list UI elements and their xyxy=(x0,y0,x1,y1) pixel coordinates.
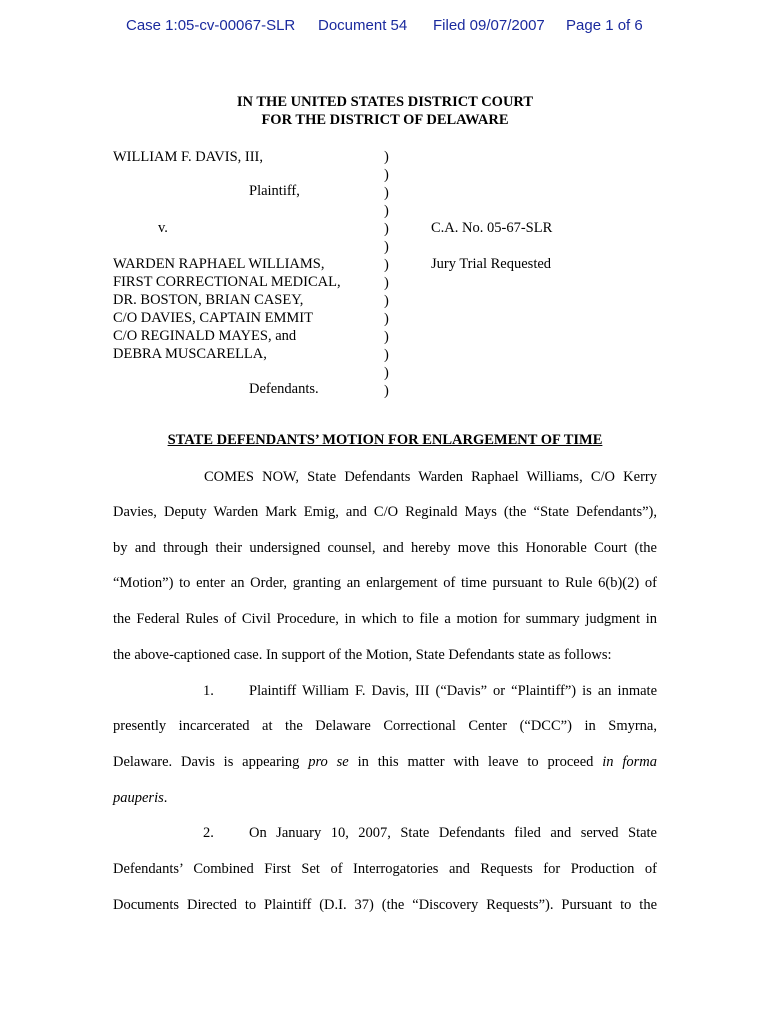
paragraph-1-line: Delaware. Davis is appearing pro se in this matter with leave to proceed in forma xyxy=(113,754,658,770)
filed-date-header: Filed 09/07/2007 xyxy=(433,17,545,34)
paragraph-number: 2. xyxy=(203,825,214,841)
jury-trial-requested: Jury Trial Requested xyxy=(431,256,552,272)
caption-parentheses: ) ) ) ) ) ) ) ) ) ) ) ) ) ) xyxy=(384,149,389,399)
intro-line: Davies, Deputy Warden Mark Emig, and C/O Reginald Mays (the “State Defendants”), xyxy=(113,504,657,520)
paragraph-1-line: Plaintiff William F. Davis, III (“Davis” or “Plaintiff”) is an inmate xyxy=(249,683,657,699)
page-number-header: Page 1 of 6 xyxy=(566,17,643,34)
paragraph-1-line: pauperis. xyxy=(113,790,168,806)
document-number-header: Document 54 xyxy=(318,17,408,34)
intro-line: the above-captioned case. In support of the Motion, State Defendants state as follows: xyxy=(113,647,612,663)
motion-title: STATE DEFENDANTS’ MOTION FOR ENLARGEMENT OF TIME xyxy=(167,432,603,448)
defendant-line: C/O DAVIES, CAPTAIN EMMIT xyxy=(113,310,313,326)
paragraph-2-line: On January 10, 2007, State Defendants filed and served State xyxy=(249,825,657,841)
case-number: C.A. No. 05-67-SLR xyxy=(431,220,553,236)
court-heading xyxy=(0,94,770,129)
paragraph-number: 1. xyxy=(203,683,214,699)
defendant-line: C/O REGINALD MAYES, and xyxy=(113,328,297,344)
defendants-role: Defendants. xyxy=(249,381,319,397)
intro-line: COMES NOW, State Defendants Warden Raphael Williams, C/O Kerry xyxy=(204,469,657,485)
defendant-line: WARDEN RAPHAEL WILLIAMS, xyxy=(113,256,325,272)
defendant-line: FIRST CORRECTIONAL MEDICAL, xyxy=(113,274,341,290)
defendant-line: DEBRA MUSCARELLA, xyxy=(113,346,267,362)
plaintiff-role: Plaintiff, xyxy=(249,183,300,199)
intro-line: “Motion”) to enter an Order, granting an enlargement of time pursuant to Rule 6(b)(2) of xyxy=(113,575,657,591)
paragraph-1-line: presently incarcerated at the Delaware Correctional Center (“DCC”) in Smyrna, xyxy=(113,718,657,734)
versus: v. xyxy=(158,220,168,236)
paragraph-2-line: Documents Directed to Plaintiff (D.I. 37) (the “Discovery Requests”). Pursuant to the xyxy=(113,897,657,913)
intro-line: the Federal Rules of Civil Procedure, in which to file a motion for summary judgment in xyxy=(113,611,657,627)
defendant-line: DR. BOSTON, BRIAN CASEY, xyxy=(113,292,304,308)
court-line-2: FOR THE DISTRICT OF DELAWARE xyxy=(261,111,509,128)
case-number-header: Case 1:05-cv-00067-SLR xyxy=(126,17,296,34)
intro-line: by and through their undersigned counsel, and hereby move this Honorable Court (the xyxy=(113,540,657,556)
plaintiff-name: WILLIAM F. DAVIS, III, xyxy=(113,149,263,165)
court-line-1: IN THE UNITED STATES DISTRICT COURT xyxy=(236,94,534,110)
paragraph-2-line: Defendants’ Combined First Set of Interrogatories and Requests for Production of xyxy=(113,861,657,877)
defendants-list xyxy=(113,255,341,363)
